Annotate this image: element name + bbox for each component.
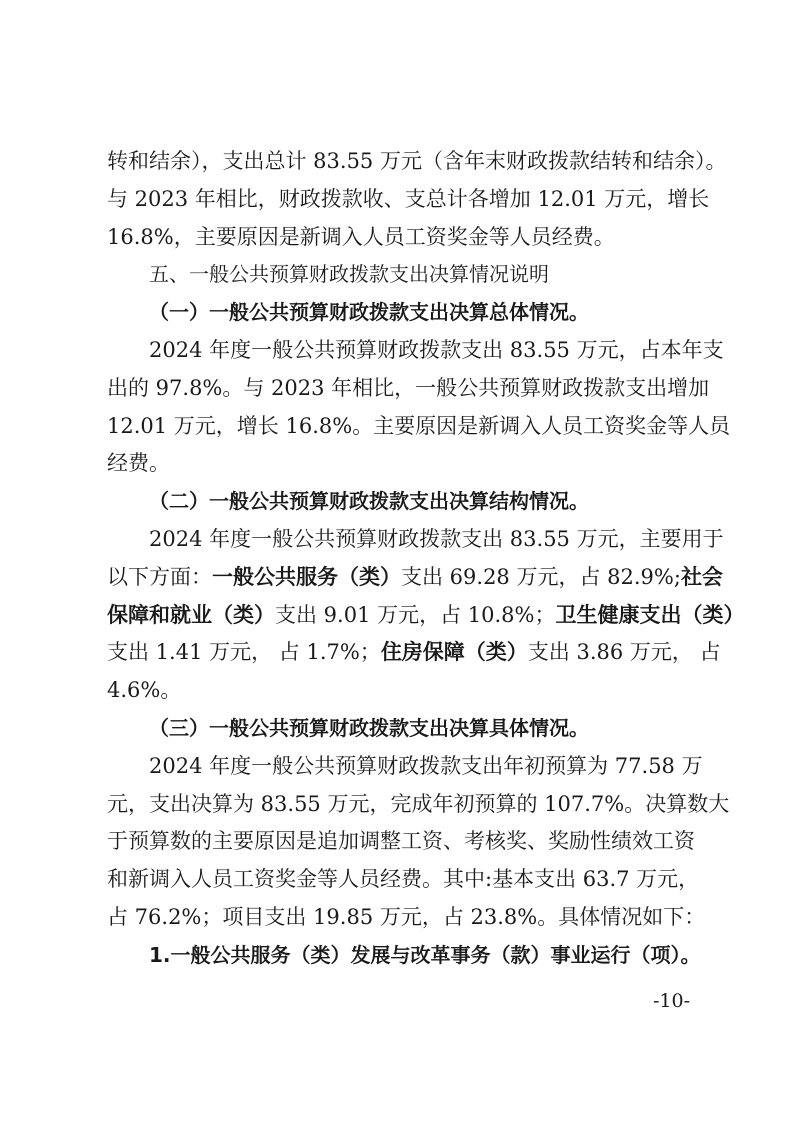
paragraph-line: 占 76.2%；项目支出 19.85 万元，占 23.8%。具体情况如下： (107, 904, 706, 929)
paragraph-line: 与 2023 年相比，财政拨款收、支总计各增加 12.01 万元，增长 (107, 186, 710, 211)
paragraph-line (107, 634, 721, 672)
paragraph-line: 出的 97.8%。与 2023 年相比，一般公共预算财政拨款支出增加 (107, 375, 710, 400)
paragraph-line: 4.6%。 (107, 678, 182, 703)
paragraph-line: 12.01 万元，增长 16.8%。主要原因是新调入人员工资奖金等人员 (107, 413, 731, 438)
document-body (107, 143, 745, 975)
paragraph-line: 2024 年度一般公共预算财政拨款支出 83.55 万元，占本年支 (149, 337, 724, 362)
paragraph-line (107, 597, 745, 635)
text-span: 支出 3.86 万元， 占 (527, 640, 721, 665)
text-span: 以下方面： (107, 564, 212, 589)
item-1-heading: 1.一般公共服务（类）发展与改革事务（款）事业运行（项）。 (149, 942, 701, 967)
text-span: 支出 1.41 万元， 占 1.7%； (107, 640, 381, 665)
category-label: 一般公共服务（类） (212, 564, 401, 589)
subsection-3-heading: （三）一般公共预算财政拨款支出决算具体情况。 (149, 715, 589, 740)
paragraph-line: 经费。 (107, 451, 170, 476)
paragraph-line (107, 559, 723, 597)
paragraph-line: 转和结余），支出总计 83.55 万元（含年末财政拨款结转和结余）。 (107, 149, 727, 173)
paragraph-line: 2024 年度一般公共预算财政拨款支出年初预算为 77.58 万 (149, 753, 703, 778)
subsection-1-heading: （一）一般公共预算财政拨款支出决算总体情况。 (149, 300, 589, 325)
subsection-2-heading: （二）一般公共预算财政拨款支出决算结构情况。 (149, 489, 589, 514)
category-label: 社会 (680, 564, 723, 589)
paragraph-line: 于预算数的主要原因是追加调整工资、考核奖、奖励性绩效工资 (107, 829, 695, 854)
paragraph-line: 元，支出决算为 83.55 万元，完成年初预算的 107.7%。决算数大 (107, 791, 730, 816)
paragraph-line: 和新调入人员工资奖金等人员经费。其中:基本支出 63.7 万元， (107, 867, 700, 892)
section-5-heading: 五、一般公共预算财政拨款支出决算情况说明 (149, 262, 549, 287)
category-label: 保障和就业（类） (107, 602, 275, 627)
page-number: -10- (652, 990, 690, 1012)
paragraph-line: 16.8%，主要原因是新调入人员工资奖金等人员经费。 (107, 224, 615, 249)
paragraph-line: 2024 年度一般公共预算财政拨款支出 83.55 万元，主要用于 (149, 526, 724, 551)
text-span: 支出 69.28 万元，占 82.9%; (401, 564, 681, 589)
category-label: 住房保障（类） (380, 640, 528, 665)
category-label: 卫生健康支出（类） (555, 602, 745, 627)
text-span: 支出 9.01 万元，占 10.8%； (275, 602, 556, 627)
